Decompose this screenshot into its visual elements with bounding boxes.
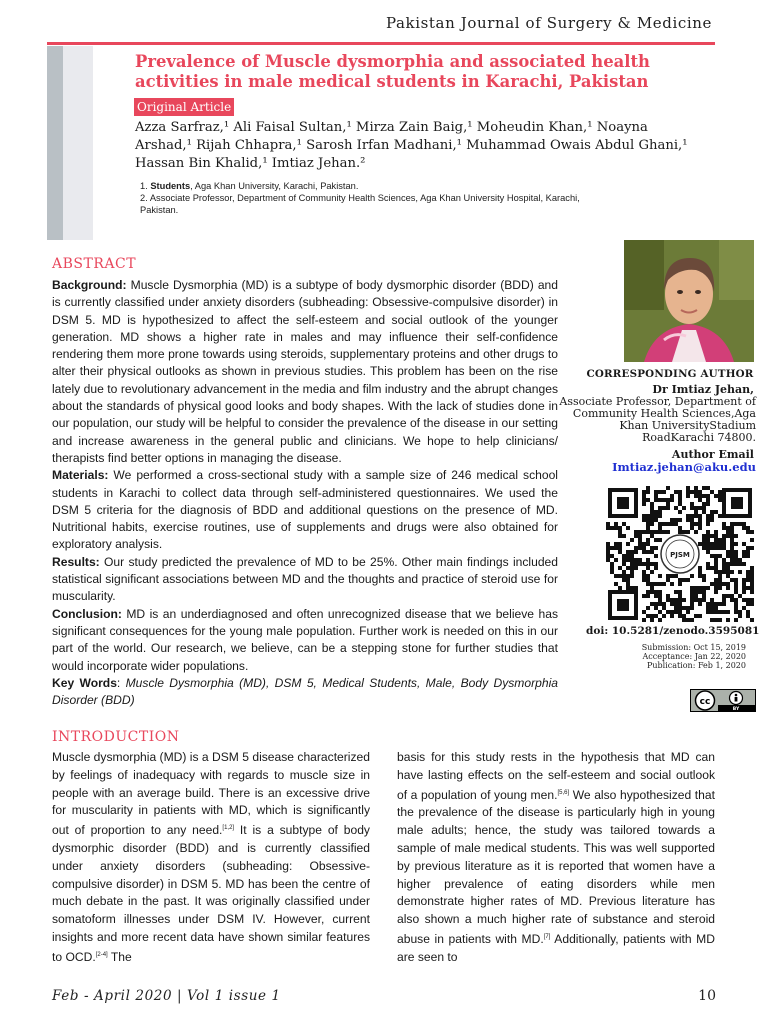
author-email-label: Author Email — [671, 448, 754, 461]
author-list: Azza Sarfraz,¹ Ali Faisal Sultan,¹ Mirza Zain Baig,¹ Moheudin Khan,¹ Noayna Arshad,¹ Rijah Chhapra,¹ Sarosh Irfan Madhani,¹ Muhammad Owais Abdul Ghani,¹ Hassan Bin Khalid,¹ Imtiaz Jehan.² — [135, 120, 688, 171]
abstract-background: Background: Muscle Dysmorphia (MD) is a subtype of body dysmorphic disorder (BDD) and is currently classified under anxiety disorders (subheading: Obsessive-compulsive disorder) in DSM 5. MD is hypothesized to affect the self-esteem and social outlook of the younger generation. MD shows a higher rate in males and may influence their self-confidence rendering them more prone towards using steroids, supplementary proteins and other drugs to alter their physical outlooks as shown in previous studies. This problem has been on the rise lately due to revolutionary advancement in the media and film industry and the abrupt changes about the standards of physical good looks and body shapes. With the lack of studies done in our population, our study will be helpful to consider the prevalence of the disease in our setting and increase awareness in the general public and clinicians. We hope to help clinicians/ therapists find better options in managing the disease. — [52, 278, 558, 465]
abstract-heading: ABSTRACT — [52, 256, 137, 272]
corresponding-author-name: Dr Imtiaz Jehan, — [652, 383, 754, 396]
article-title: Prevalence of Muscle dysmorphia and associated health activities in male medical students in Karachi, Pakistan — [135, 52, 650, 91]
affiliation-1: 1. Students, Aga Khan University, Karachi, Pakistan. — [140, 181, 359, 191]
qr-code[interactable] — [606, 486, 754, 622]
header-rule — [47, 42, 715, 45]
affiliation-2: 2. Associate Professor, Department of Community Health Sciences, Aga Khan University Hospital, Karachi, Pakistan. — [140, 193, 580, 215]
corresponding-author-address: Associate Professor, Department of Community Health Sciences,Aga Khan UniversityStadium RoadKarachi 74800. — [559, 395, 756, 444]
decorative-gray-bar — [47, 46, 63, 240]
abstract-conclusion: Conclusion: MD is an underdiagnosed and often unrecognized disease that we believe has significant consequences for the young male population. Further work is needed on this in our part of the world. Our research, we believe, can be a stepping stone for further studies that would incorporate wider populations. — [52, 606, 558, 673]
page-number: 10 — [698, 988, 716, 1004]
by-icon-text: BY — [732, 707, 740, 712]
abstract-body — [52, 277, 558, 709]
qr-code-graphic — [606, 486, 754, 622]
publication-date: Publication: Feb 1, 2020 — [646, 661, 746, 671]
author-email-link[interactable]: Imtiaz.jehan@aku.edu — [612, 460, 756, 474]
abstract-keywords: Key Words: Muscle Dysmorphia (MD), DSM 5, Medical Students, Male, Body Dysmorphia Disorder (BDD) — [52, 675, 558, 708]
cc-by-license-badge[interactable] — [690, 689, 756, 712]
article-type-badge: Original Article — [134, 98, 234, 116]
corresponding-author-heading: CORRESPONDING AUTHOR — [586, 368, 754, 380]
submission-date: Submission: Oct 15, 2019 — [641, 643, 746, 652]
author-photo — [624, 240, 754, 362]
doi-link[interactable]: doi: 10.5281/zenodo.3595081 — [586, 625, 760, 637]
acceptance-date: Acceptance: Jan 22, 2020 — [642, 652, 746, 662]
introduction-heading: INTRODUCTION — [52, 729, 180, 745]
cc-icon-text: cc — [699, 697, 711, 707]
decorative-light-bar — [63, 46, 93, 240]
issue-info: Feb - April 2020 | Vol 1 issue 1 — [52, 988, 281, 1004]
abstract-results: Results: Our study predicted the prevalence of MD to be 25%. Other main findings included statistical significant associations between MD and the thoughts and practice of steroid use for muscularity. — [52, 554, 558, 604]
abstract-materials: Materials: We performed a cross-sectional study with a sample size of 246 medical school students in Karachi to collect data through self-administered questionnaires. We used the DSM 5 criteria for the diagnosis of BDD and additional questions on the presence of MD. Nutritional habits, exercise routines, use of supplements and drugs were also obtained for exploratory analysis. — [52, 468, 558, 552]
qr-logo-text: PJSM — [670, 551, 690, 559]
publication-dates — [642, 643, 746, 671]
introduction-column-right: basis for this study rests in the hypothesis that MD can have lasting effects on the self-esteem and social outlook of a population of young men.[5,6] We also hypothesized that the prevalence of the disease is particularly high in young male adults; hence, the study was tailored towards a sample of male medical students. This was well supported by previous literature as it is reported that women have a higher prevalence of eating disorders while men demonstrate higher rates of MD. Previous literature has also shown a much higher rate of substance and steroid abuse in patients with MD.[7] Additionally, patients with MD are seen to — [397, 750, 715, 964]
introduction-column-left: Muscle dysmorphia (MD) is a DSM 5 disease characterized by feelings of inadequacy with regards to muscle size in people with an average build. There is an excessive drive for muscularity in patients with MD, which is significantly out of proportion to any need.[1,2] It is a subtype of body dysmorphic disorder (BDD) and is currently classified under anxiety disorders (subheading: Obsessive-compulsive disorder) in DSM 5. MD has been the centre of much debate in the past. It was originally classified under somatoform illnesses under DSM IV. However, current insights and more recent data have shown similar features to OCD.[2-4] The — [52, 750, 370, 964]
journal-name: Pakistan Journal of Surgery & Medicine — [385, 14, 712, 32]
